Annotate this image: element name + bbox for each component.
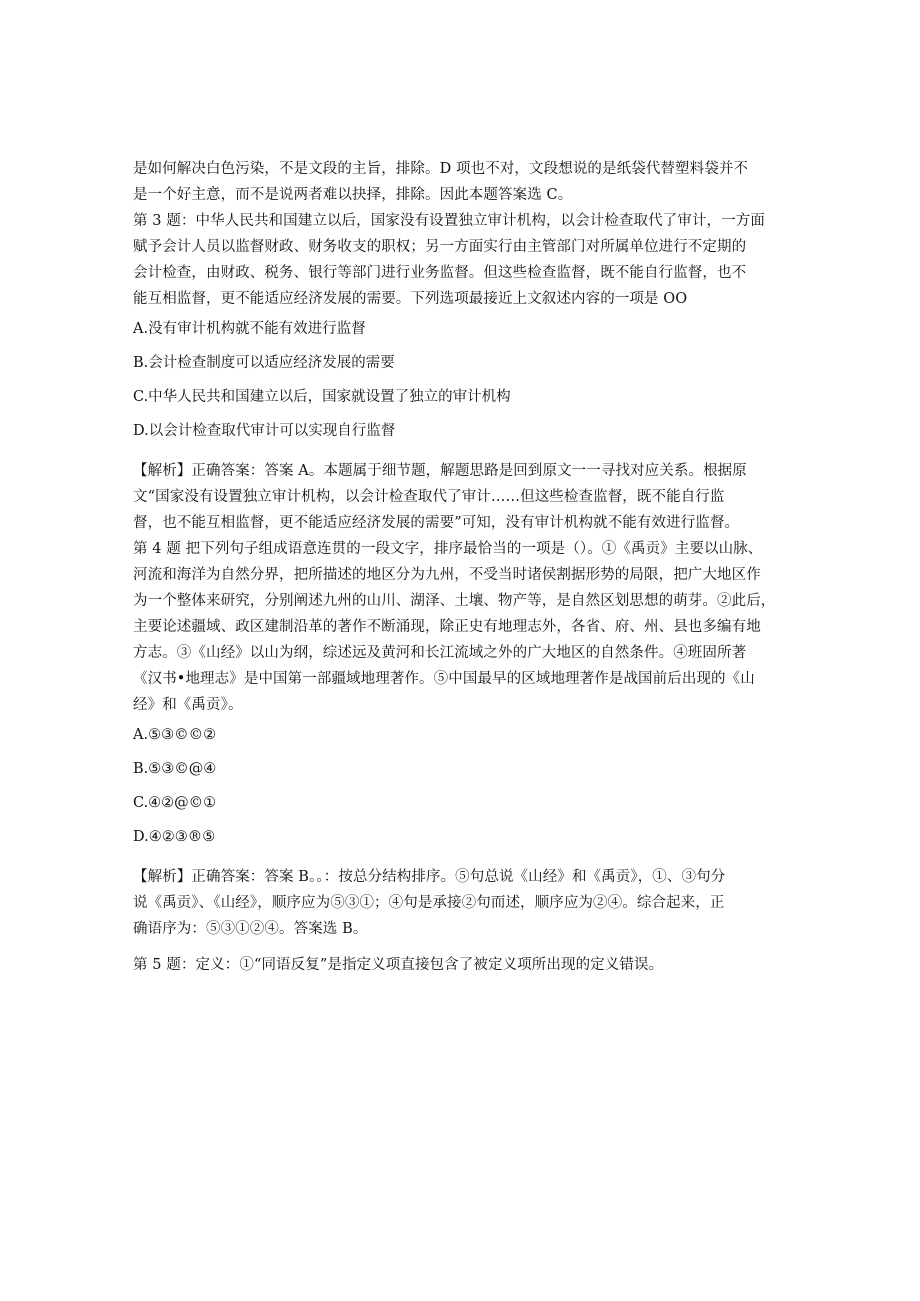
question-line: 第 4 题 把下列句子组成语意连贯的一段文字，排序最恰当的一项是（）。①《禹贡》主要以山脉、 xyxy=(133,541,763,557)
question-line: 主要论述疆域、政区建制沿革的著作不断涌现，除正史有地理志外，各省、府、州、县也多编有地 xyxy=(133,619,761,635)
analysis-line: 督，也不能互相监督，更不能适应经济发展的需要”可知，没有审计机构就不能有效进行监督。 xyxy=(133,515,740,531)
document-page xyxy=(133,156,788,978)
previous-answer-tail xyxy=(133,156,788,208)
analysis-line: 文“国家没有设置独立审计机构，以会计检查取代了审计……但这些检查监督，既不能自行监 xyxy=(133,489,725,505)
question-line: 为一个整体来研究，分别阐述九州的山川、湖泽、土壤、物产等，是自然区划思想的萌芽。②此后， xyxy=(133,593,776,609)
question-4 xyxy=(133,536,788,942)
option-c: C.中华人民共和国建立以后，国家就设置了独立的审计机构 xyxy=(133,389,511,405)
analysis-line: 【解析】正确答案：答案 A。本题属于细节题，解题思路是回到原文一一寻找对应关系。根据原 xyxy=(133,463,747,479)
question-3 xyxy=(133,208,788,536)
text-line: 是如何解决白色污染，不是文段的主旨，排除。D 项也不对，文段想说的是纸袋代替塑料袋并不 xyxy=(133,161,749,177)
question-line: 会计检查，由财政、税务、银行等部门进行业务监督。但这些检查监督，既不能自行监督，也不 xyxy=(133,265,747,281)
option-a: A.没有审计机构就不能有效进行监督 xyxy=(133,321,366,337)
question-line: 经》和《禹贡》。 xyxy=(133,697,243,713)
question-line: 赋予会计人员以监督财政、财务收支的职权；另一方面实行由主管部门对所属单位进行不定期的 xyxy=(133,239,747,255)
question-line: 河流和海洋为自然分界，把所描述的地区分为九州，不受当时诸侯割据形势的局限，把广大地区作 xyxy=(133,567,761,583)
option-b: B.⑤③©@④ xyxy=(133,761,217,777)
question-line: 《汉书•地理志》是中国第一部疆域地理著作。⑤中国最早的区域地理著作是战国前后出现的《山 xyxy=(133,671,755,687)
question-line: 能互相监督，更不能适应经济发展的需要。下列选项最接近上文叙述内容的一项是 OO xyxy=(133,291,688,307)
option-b: B.会计检查制度可以适应经济发展的需要 xyxy=(133,355,395,371)
text-line: 是一个好主意，而不是说两者难以抉择，排除。因此本题答案选 C。 xyxy=(133,187,573,203)
option-c: C.④②@©① xyxy=(133,795,217,811)
option-d: D.④②③®⑤ xyxy=(133,829,216,845)
analysis-line: 确语序为：⑤③①②④。答案选 B。 xyxy=(133,921,368,937)
question-line: 第 5 题：定义：①“同语反复”是指定义项直接包含了被定义项所出现的定义错误。 xyxy=(133,957,664,973)
question-line: 第 3 题：中华人民共和国建立以后，国家没有设置独立审计机构，以会计检查取代了审计，一方面 xyxy=(133,213,765,229)
analysis-line: 【解析】正确答案：答案 B。。：按总分结构排序。⑤句总说《山经》和《禹贡》，①、③句分 xyxy=(133,869,726,885)
question-line: 方志。③《山经》以山为纲，综述远及黄河和长江流域之外的广大地区的自然条件。④班固所著 xyxy=(133,645,747,661)
option-d: D.以会计检查取代审计可以实现自行监督 xyxy=(133,423,396,439)
question-5 xyxy=(133,952,788,978)
option-a: A.⑤③©©② xyxy=(133,727,217,743)
analysis-line: 说《禹贡》、《山经》，顺序应为⑤③①；④句是承接②句而述，顺序应为②④。综合起来，正 xyxy=(133,895,725,911)
